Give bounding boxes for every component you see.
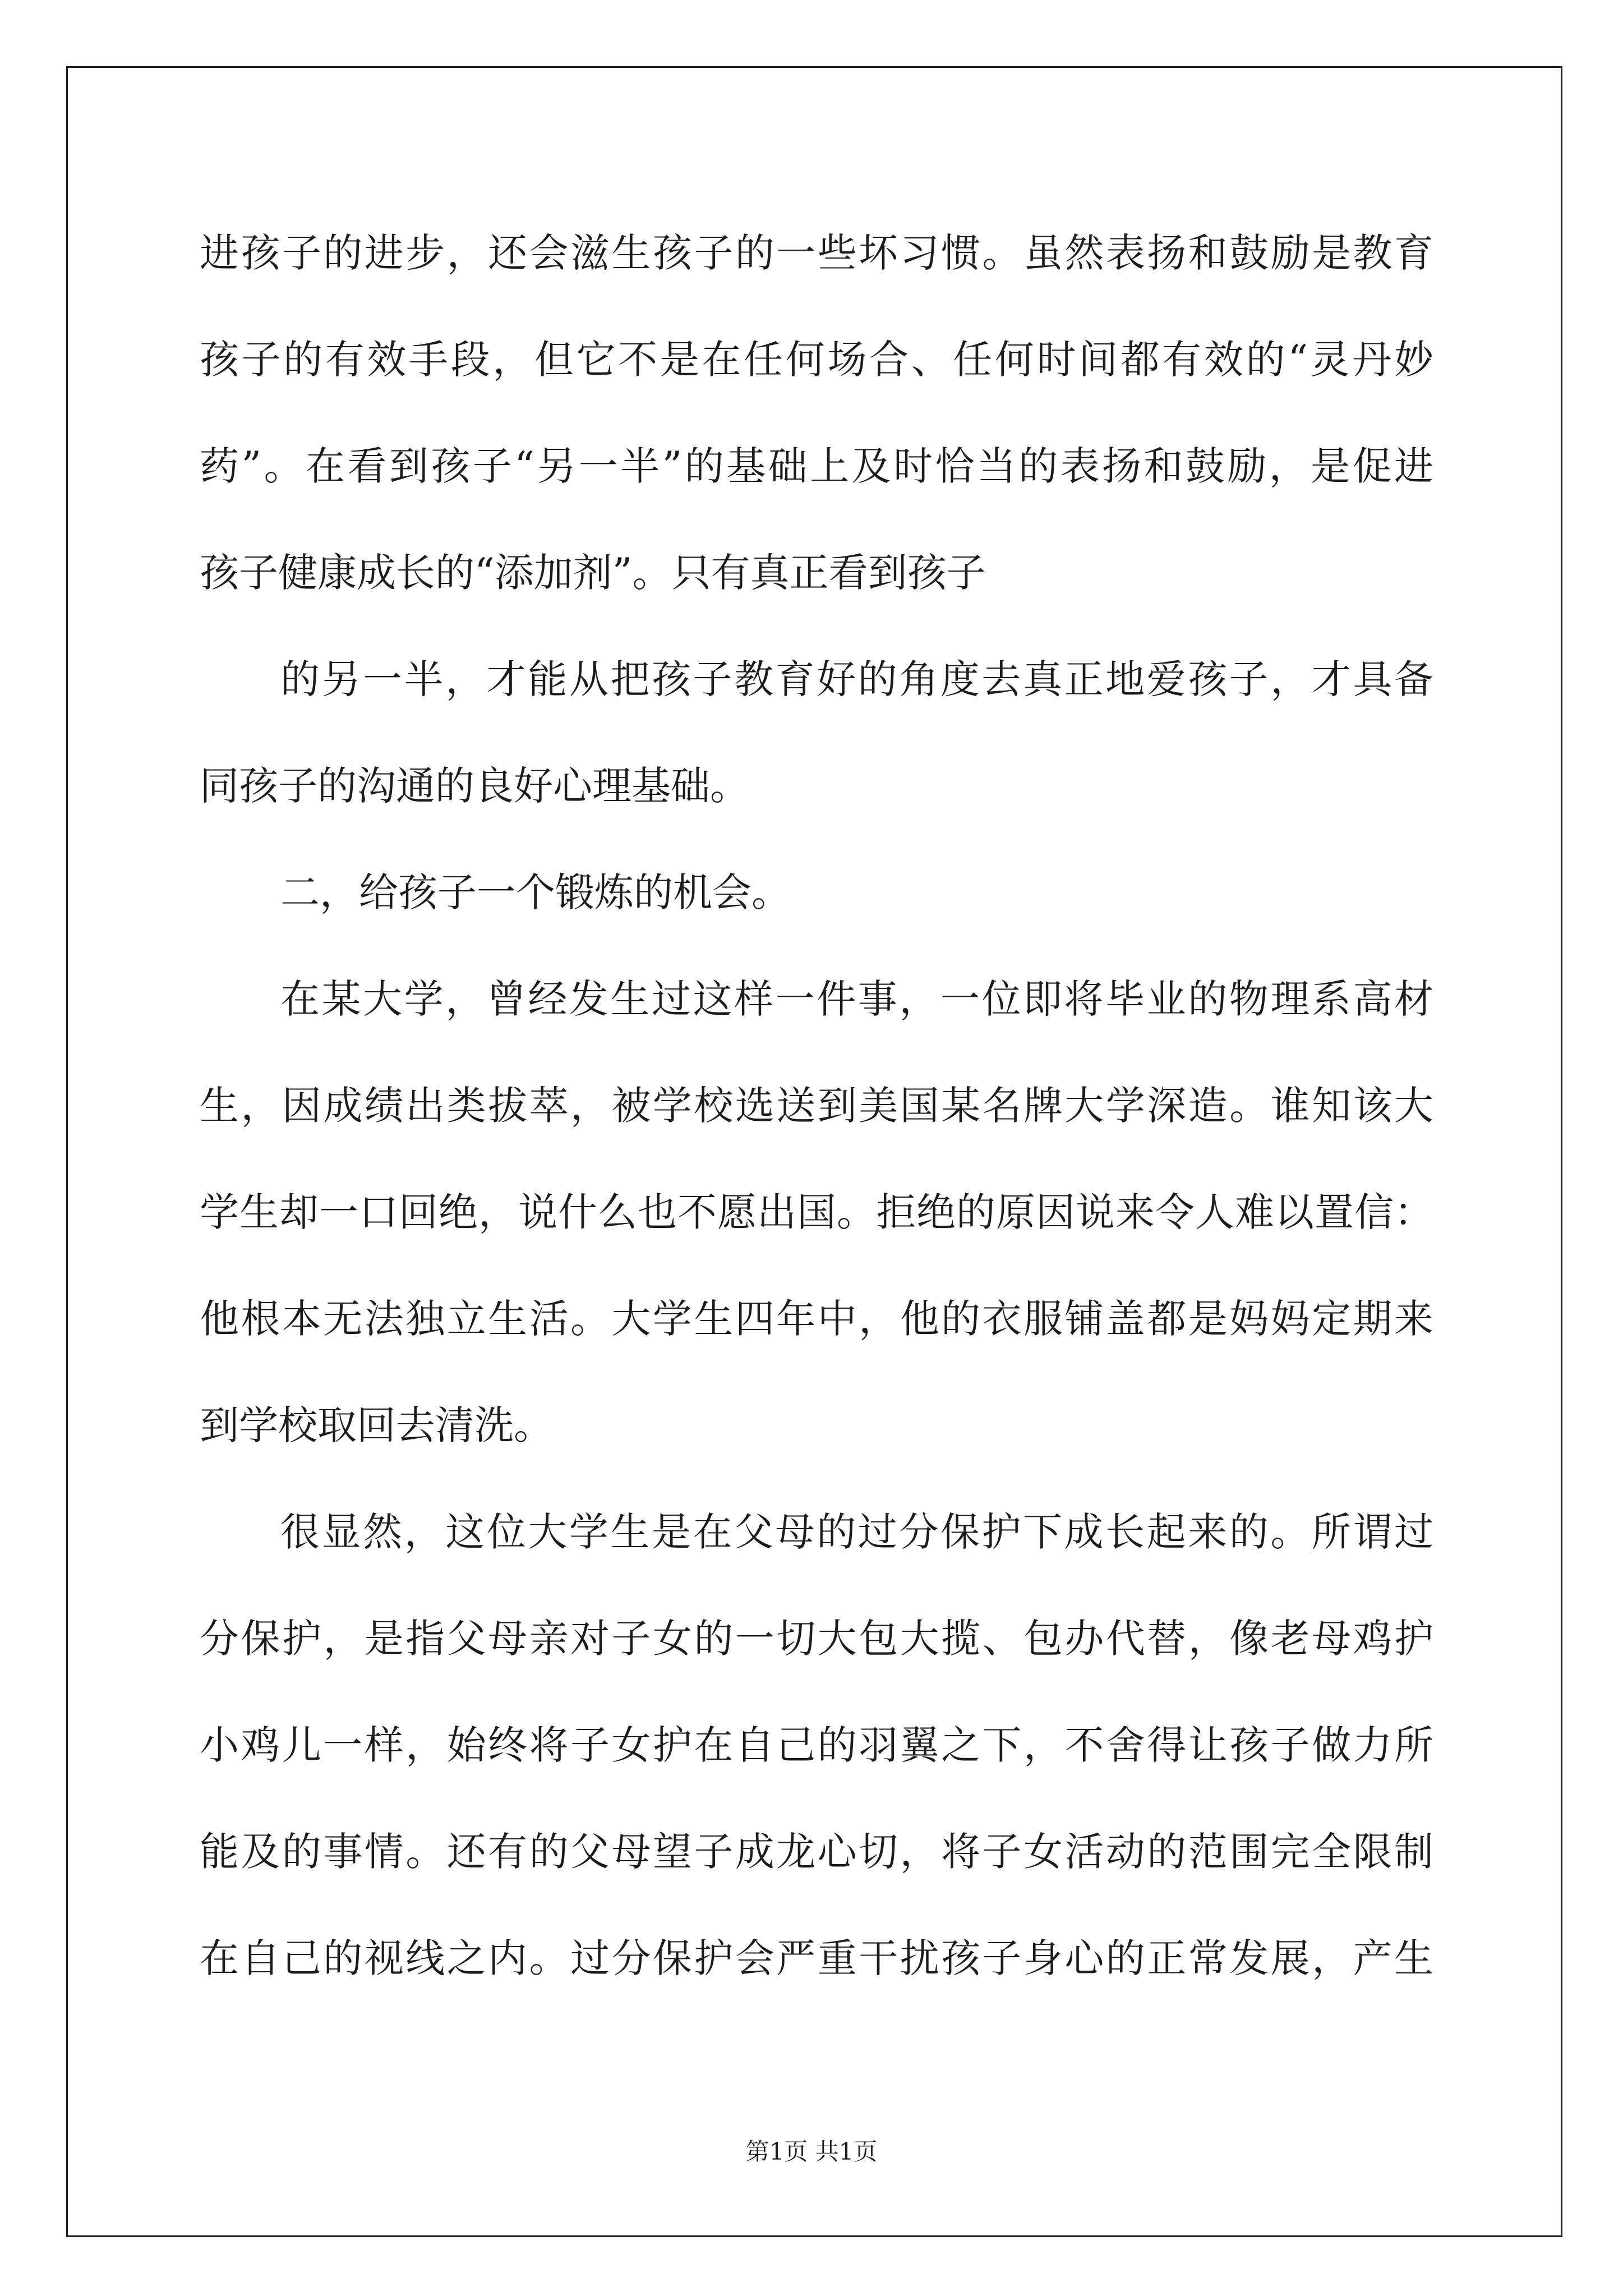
text-line: 小鸡儿一样，始终将子女护在自己的羽翼之下，不舍得让孩子做力所: [200, 1722, 1433, 1768]
paragraph: [200, 1479, 1433, 2012]
text-line: 在自己的视线之内。过分保护会严重干扰孩子身心的正常发展，产生: [200, 1935, 1433, 1981]
text-line: 孩子健康成长的“添加剂”。只有真正看到孩子: [200, 550, 986, 596]
text-line: 同孩子的沟通的良好心理基础。: [200, 763, 749, 809]
paragraph: [200, 200, 1433, 626]
paragraph: [200, 946, 1433, 1479]
text-line: 进孩子的进步，还会滋生孩子的一些坏习惯。虽然表扬和鼓励是教育: [200, 230, 1433, 276]
text-line: 他根本无法独立生活。大学生四年中，他的衣服铺盖都是妈妈定期来: [200, 1296, 1433, 1342]
paragraph: [200, 626, 1433, 839]
page-number-footer: 第1页 共1页: [745, 2138, 878, 2165]
text-line: 很显然，这位大学生是在父母的过分保护下成长起来的。所谓过: [280, 1509, 1433, 1555]
section-heading: [200, 839, 1433, 946]
text-line: 孩子的有效手段，但它不是在任何场合、任何时间都有效的“灵丹妙: [200, 337, 1433, 383]
text-line: 学生却一口回绝，说什么也不愿出国。拒绝的原因说来令人难以置信：: [200, 1189, 1433, 1235]
document-body: [200, 200, 1433, 2012]
text-line: 分保护，是指父母亲对子女的一切大包大揽、包办代替，像老母鸡护: [200, 1616, 1433, 1662]
text-line: 的另一半，才能从把孩子教育好的角度去真正地爱孩子，才具备: [280, 656, 1433, 702]
text-line: 到学校取回去清洗。: [200, 1402, 553, 1448]
text-line: 能及的事情。还有的父母望子成龙心切，将子女活动的范围完全限制: [200, 1829, 1433, 1875]
text-line: 二，给孩子一个锻炼的机会。: [280, 869, 791, 915]
text-line: 生，因成绩出类拔萃，被学校选送到美国某名牌大学深造。谁知该大: [200, 1083, 1433, 1129]
text-line: 药”。在看到孩子“另一半”的基础上及时恰当的表扬和鼓励，是促进: [200, 443, 1433, 489]
text-line: 在某大学，曾经发生过这样一件事，一位即将毕业的物理系高材: [280, 976, 1433, 1022]
